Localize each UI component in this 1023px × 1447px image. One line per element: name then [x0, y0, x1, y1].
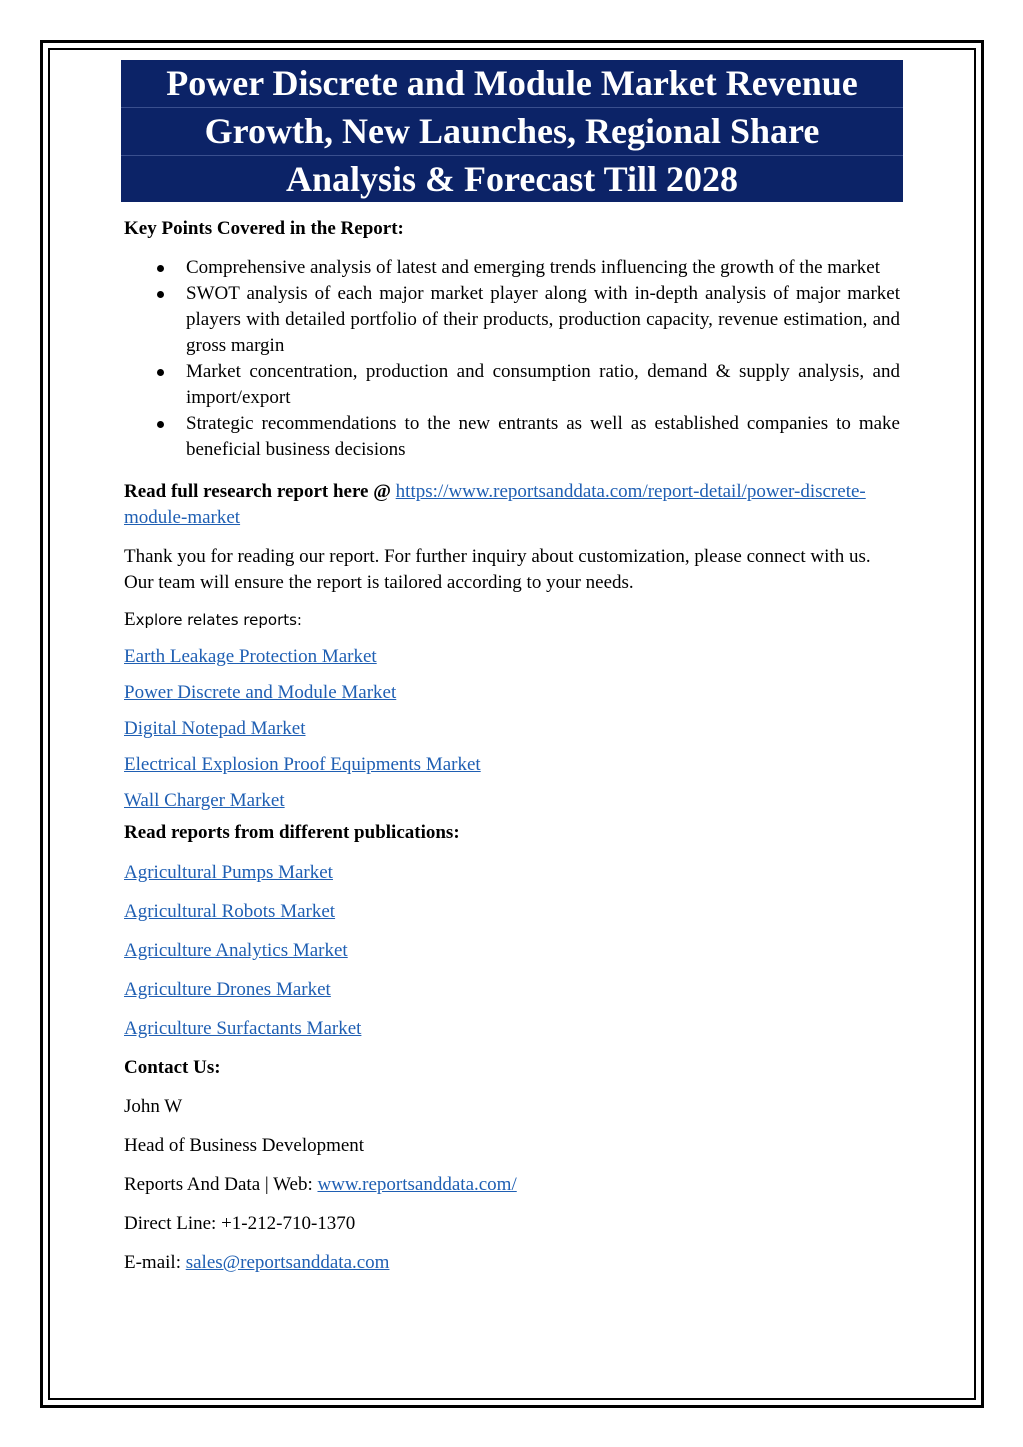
key-points-list: [124, 255, 900, 463]
bullet-icon: [157, 265, 164, 272]
contact-phone: Direct Line: +1-212-710-1370: [124, 1213, 356, 1234]
explore-heading: [124, 608, 900, 632]
explore-heading-rest: xplore relates reports:: [135, 611, 302, 629]
list-item: [124, 977, 900, 1016]
bullet-icon: [157, 369, 164, 376]
explore-heading-initial: E: [124, 609, 136, 630]
key-point-text: SWOT analysis of each major market player along with in-depth analysis of major market players with detailed portfolio of their products, production capacity, revenue estimation, and gross margin: [186, 283, 900, 356]
email-label: E-mail:: [124, 1252, 186, 1273]
email-link[interactable]: sales@reportsanddata.com: [185, 1252, 390, 1273]
list-item: [124, 359, 900, 411]
list-item: [124, 860, 900, 899]
list-item: [124, 1016, 900, 1055]
key-points-heading: Key Points Covered in the Report:: [124, 218, 404, 239]
related-report-link[interactable]: Earth Leakage Protection Market: [124, 646, 377, 667]
bullet-icon: [157, 421, 164, 428]
key-point-text: Market concentration, production and consumption ratio, demand & supply analysis, and import/export: [186, 361, 900, 408]
publication-report-link[interactable]: Agriculture Drones Market: [124, 979, 331, 1000]
list-item: [124, 938, 900, 977]
publication-report-link[interactable]: Agricultural Pumps Market: [124, 862, 333, 883]
list-item: [124, 788, 900, 824]
contact-role: Head of Business Development: [124, 1135, 365, 1156]
document-body: [124, 214, 900, 1289]
publications-heading: Read reports from different publications:: [124, 822, 460, 843]
bullet-icon: [157, 291, 164, 298]
related-report-link[interactable]: Electrical Explosion Proof Equipments Market: [124, 754, 481, 775]
title-line-2: Growth, New Launches, Regional Share: [121, 108, 903, 156]
title-banner: [121, 60, 903, 202]
related-report-link[interactable]: Power Discrete and Module Market: [124, 682, 397, 703]
title-line-1: Power Discrete and Module Market Revenue: [121, 60, 903, 108]
list-item: [124, 716, 900, 752]
list-item: [124, 899, 900, 938]
list-item: [124, 411, 900, 463]
contact-section: [124, 1055, 900, 1289]
publication-report-link[interactable]: Agriculture Analytics Market: [124, 940, 348, 961]
related-report-link[interactable]: Digital Notepad Market: [124, 718, 306, 739]
related-reports-list: [124, 644, 900, 824]
read-full-paragraph: [124, 479, 900, 531]
key-point-text: Comprehensive analysis of latest and emerging trends influencing the growth of the market: [186, 257, 881, 278]
report-link[interactable]: https://www.reportsanddata.com/report-detail/power-discrete-module-market: [124, 481, 866, 528]
list-item: [124, 281, 900, 359]
list-item: [124, 752, 900, 788]
list-item: [124, 680, 900, 716]
company-label: Reports And Data | Web:: [124, 1174, 318, 1195]
read-full-label: Read full research report here @: [124, 481, 391, 502]
title-line-3: Analysis & Forecast Till 2028: [285, 159, 739, 199]
publication-reports-list: [124, 860, 900, 1055]
related-report-link[interactable]: Wall Charger Market: [124, 790, 285, 811]
contact-heading: Contact Us:: [124, 1057, 221, 1078]
contact-name: John W: [124, 1096, 183, 1117]
publication-report-link[interactable]: Agriculture Surfactants Market: [124, 1018, 362, 1039]
website-link[interactable]: www.reportsanddata.com/: [317, 1174, 517, 1195]
publication-report-link[interactable]: Agricultural Robots Market: [124, 901, 336, 922]
key-point-text: Strategic recommendations to the new entrants as well as established companies to make beneficial business decisions: [186, 413, 900, 460]
contact-company-line: [124, 1172, 900, 1211]
contact-email-line: [124, 1250, 900, 1289]
list-item: [124, 644, 900, 680]
thanks-paragraph: Thank you for reading our report. For further inquiry about customization, please connect with us. Our team will ensure the report is tailored according to your needs.: [124, 546, 871, 593]
list-item: [124, 255, 900, 281]
